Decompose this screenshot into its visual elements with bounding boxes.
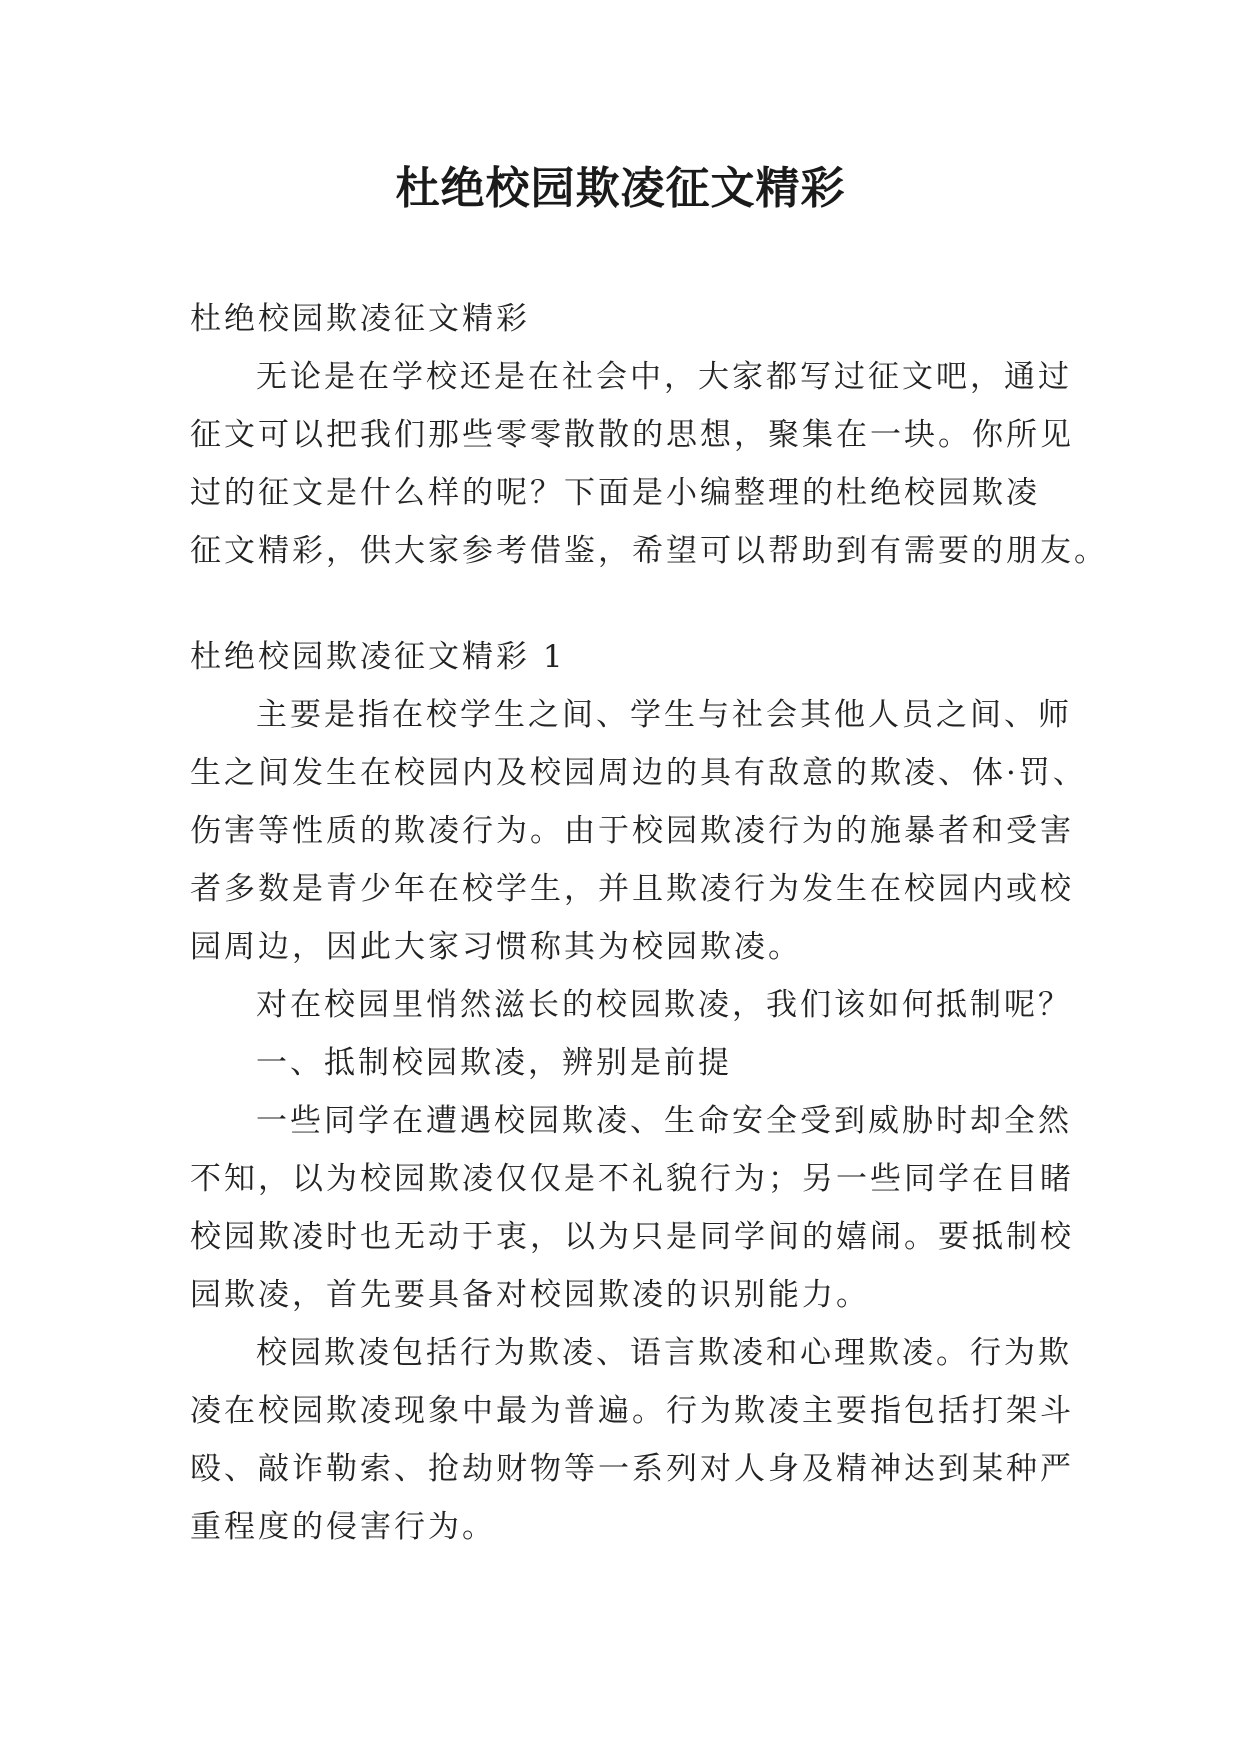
paragraph-line: 生之间发生在校园内及校园周边的具有敌意的欺凌、体·罚、 [190, 755, 1087, 791]
paragraph-line: 凌在校园欺凌现象中最为普遍。行为欺凌主要指包括打架斗 [190, 1393, 1074, 1429]
section-heading: 杜绝校园欺凌征文精彩 1 [190, 639, 566, 675]
intro-paragraph [190, 348, 1108, 580]
document-subtitle: 杜绝校园欺凌征文精彩 [190, 301, 530, 337]
paragraph-line: 伤害等性质的欺凌行为。由于校园欺凌行为的施暴者和受害 [190, 813, 1074, 849]
paragraph-line: 校园欺凌时也无动于衷，以为只是同学间的嬉闹。要抵制校 [190, 1219, 1074, 1255]
paragraph-line: 征文可以把我们那些零零散散的思想，聚集在一块。你所见 [190, 417, 1074, 453]
paragraph-4 [190, 1324, 1074, 1556]
document-title: 杜绝校园欺凌征文精彩 [395, 163, 846, 214]
paragraph-line: 园欺凌，首先要具备对校园欺凌的识别能力。 [190, 1277, 870, 1313]
paragraph-line: 殴、敲诈勒索、抢劫财物等一系列对人身及精神达到某种严 [190, 1451, 1074, 1487]
paragraph-line: 者多数是青少年在校学生，并且欺凌行为发生在校园内或校 [190, 871, 1074, 907]
paragraph-line: 主要是指在校学生之间、学生与社会其他人员之间、师 [256, 697, 1072, 733]
section-spacer [190, 580, 1060, 628]
paragraph-3 [190, 1092, 1074, 1324]
paragraph-line: 一些同学在遭遇校园欺凌、生命安全受到威胁时却全然 [256, 1103, 1072, 1139]
paragraph-line: 不知，以为校园欺凌仅仅是不礼貌行为；另一些同学在目睹 [190, 1161, 1074, 1197]
paragraph-1 [190, 686, 1087, 976]
paragraph-line: 园周边，因此大家习惯称其为校园欺凌。 [190, 929, 802, 965]
paragraph-line: 过的征文是什么样的呢？下面是小编整理的杜绝校园欺凌 [190, 475, 1040, 511]
paragraph-line: 征文精彩，供大家参考借鉴，希望可以帮助到有需要的朋友。 [190, 533, 1108, 569]
paragraph-2: 对在校园里悄然滋长的校园欺凌，我们该如何抵制呢？ [256, 987, 1072, 1023]
paragraph-line: 重程度的侵害行为。 [190, 1509, 496, 1545]
document-body [190, 290, 1108, 1556]
paragraph-line: 无论是在学校还是在社会中，大家都写过征文吧，通过 [256, 359, 1072, 395]
point-heading-1: 一、抵制校园欺凌，辨别是前提 [256, 1045, 732, 1081]
paragraph-line: 校园欺凌包括行为欺凌、语言欺凌和心理欺凌。行为欺 [256, 1335, 1072, 1371]
